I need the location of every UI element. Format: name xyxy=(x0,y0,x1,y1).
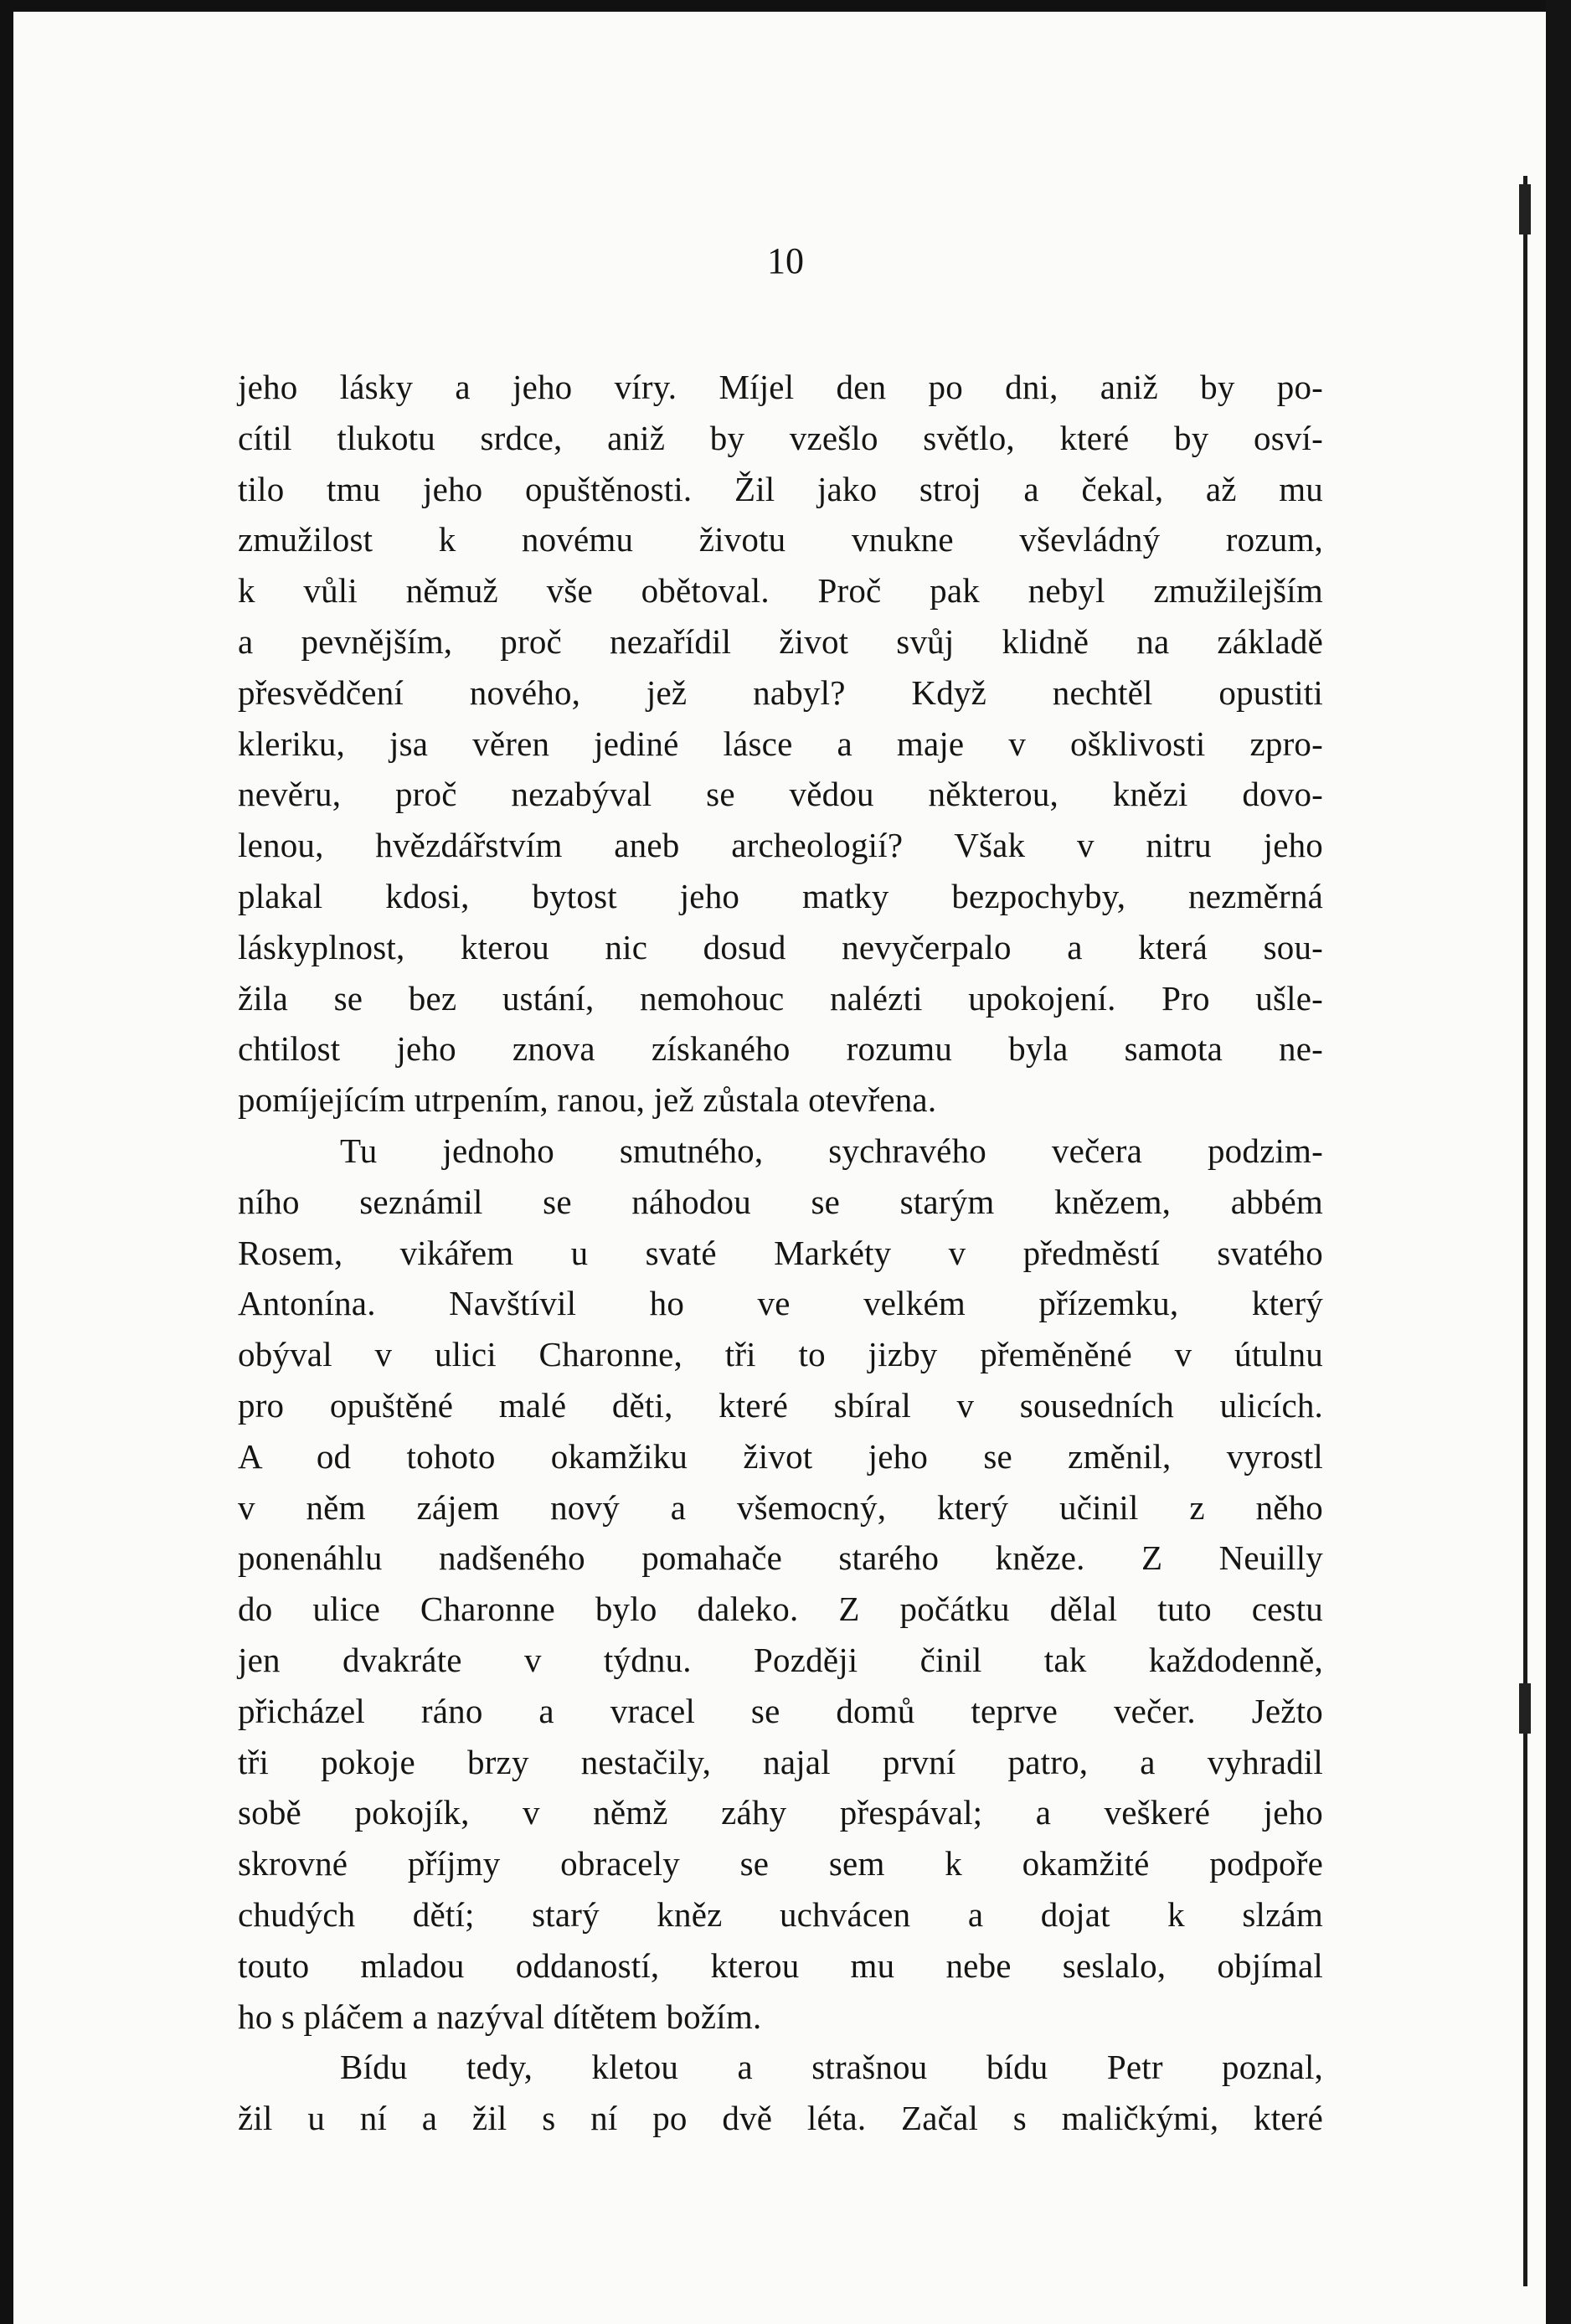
text-line: přesvědčení nového, jež nabyl? Když nechtěl opustiti xyxy=(238,672,1323,712)
text-line: kleriku, jsa věren jediné lásce a maje v ošklivosti zpro- xyxy=(238,724,1323,763)
text-line: tilo tmu jeho opuštěnosti. Žil jako stroj a čekal, až mu xyxy=(238,469,1323,508)
text-line: sobě pokojík, v němž záhy přespával; a veškeré jeho xyxy=(238,1793,1323,1832)
text-line: chtilost jeho znova získaného rozumu byla samota ne- xyxy=(238,1029,1323,1069)
text-line: zmužilost k novému životu vnukne vševládný rozum, xyxy=(238,520,1323,559)
text-line: plakal kdosi, bytost jeho matky bezpochyby, nezměrná xyxy=(238,876,1323,915)
text-line: skrovné příjmy obracely se sem k okamžité podpoře xyxy=(238,1844,1323,1883)
text-line: chudých dětí; starý kněz uchvácen a dojat k slzám xyxy=(238,1894,1323,1934)
text-line: pomíjejícím utrpením, ranou, jež zůstala otevřena. xyxy=(238,1080,937,1120)
text-line: jen dvakráte v týdnu. Později činil tak každodenně, xyxy=(238,1640,1323,1679)
text-line: ního seznámil se náhodou se starým knězem, abbém xyxy=(238,1182,1323,1221)
scan-border-right xyxy=(1546,0,1571,2324)
text-line: ponenáhlu nadšeného pomahače starého kněze. Z Neuilly xyxy=(238,1538,1323,1578)
scan-border-top xyxy=(0,0,1571,12)
text-line: ho s pláčem a nazýval dítětem božím. xyxy=(238,1997,762,2036)
body-text xyxy=(238,362,1323,2144)
text-line: obýval v ulici Charonne, tři to jizby přeměněné v útulnu xyxy=(238,1335,1323,1374)
text-line: touto mladou oddaností, kterou mu nebe seslalo, objímal xyxy=(238,1945,1323,1985)
text-line: cítil tlukotu srdce, aniž by vzešlo světlo, které by osví- xyxy=(238,418,1323,457)
text-line: žil u ní a žil s ní po dvě léta. Začal s maličkými, které xyxy=(238,2099,1323,2138)
page-edge-mark xyxy=(1519,1683,1531,1734)
text-line: nevěru, proč nezabýval se vědou některou, knězi dovo- xyxy=(238,775,1323,814)
text-line: A od tohoto okamžiku život jeho se změnil, vyrostl xyxy=(238,1436,1323,1476)
text-line: tři pokoje brzy nestačily, najal první patro, a vyhradil xyxy=(238,1742,1323,1781)
text-line: Bídu tedy, kletou a strašnou bídu Petr poznal, xyxy=(340,2048,1323,2087)
page-edge-mark xyxy=(1519,184,1531,234)
text-line: přicházel ráno a vracel se domů teprve večer. Ježto xyxy=(238,1691,1323,1730)
text-line: Rosem, vikářem u svaté Markéty v předměstí svatého xyxy=(238,1233,1323,1272)
text-line: Antonína. Navštívil ho ve velkém přízemku, který xyxy=(238,1284,1323,1323)
scan-border-left xyxy=(0,0,13,2324)
text-line: k vůli němuž vše obětoval. Proč pak nebyl zmužilejším xyxy=(238,571,1323,611)
page-number: 10 xyxy=(767,240,804,281)
text-line: do ulice Charonne bylo daleko. Z počátku dělal tuto cestu xyxy=(238,1590,1323,1629)
text-line: láskyplnost, kterou nic dosud nevyčerpalo a která sou- xyxy=(238,927,1323,966)
text-line: pro opuštěné malé děti, které sbíral v sousedních ulicích. xyxy=(238,1385,1323,1425)
text-line: jeho lásky a jeho víry. Míjel den po dni, aniž by po- xyxy=(238,368,1323,406)
text-line: lenou, hvězdářstvím aneb archeologií? Však v nitru jeho xyxy=(238,826,1323,865)
page-edge-line xyxy=(1523,176,1527,2286)
text-line: a pevnějším, proč nezařídil život svůj klidně na základě xyxy=(238,621,1323,661)
text-line: v něm zájem nový a všemocný, který učinil z něho xyxy=(238,1487,1323,1527)
text-line: žila se bez ustání, nemohouc nalézti upokojení. Pro ušle- xyxy=(238,978,1323,1018)
text-line: Tu jednoho smutného, sychravého večera podzim- xyxy=(340,1131,1323,1170)
